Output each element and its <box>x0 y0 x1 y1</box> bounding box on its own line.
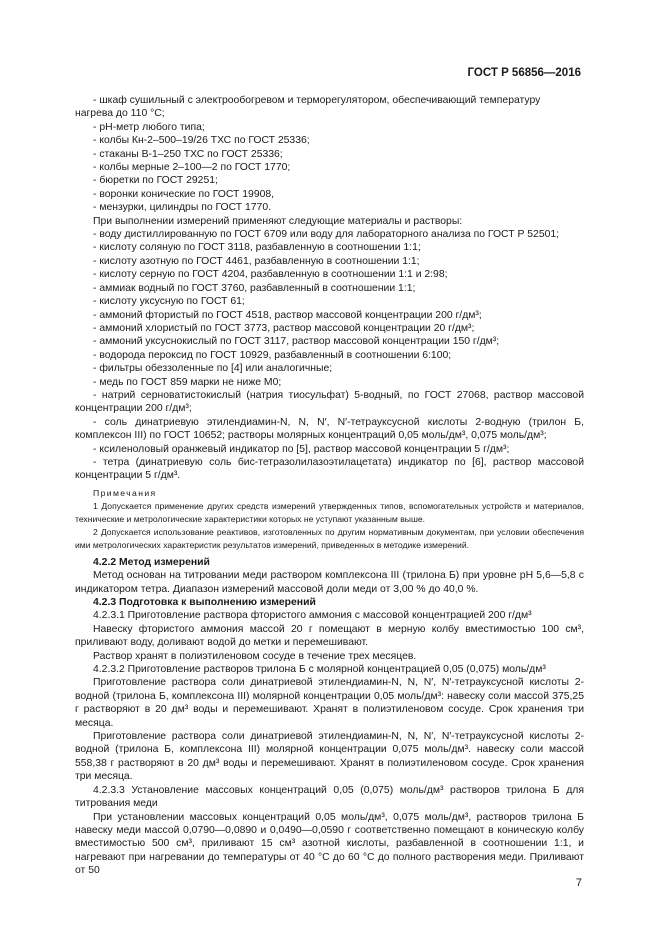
list-item: - медь по ГОСТ 859 марки не ниже М0; <box>93 376 282 388</box>
list-item: - ксиленоловый оранжевый индикатор по [5], раствор массовой концентрации 5 г/дм³; <box>93 443 510 455</box>
list-item: - аммоний фтористый по ГОСТ 4518, раствор массовой концентрации 200 г/дм³; <box>93 309 482 321</box>
section-number: 4.2.2 <box>93 556 117 568</box>
list-item: - соль динатриевую этилендиамин-N, N, N′, N′-тетрауксусной кислоты 2-водную (трилон Б, комплексон III) по ГОСТ 10652; растворы молярных концентраций 0,05 моль/дм³, 0,075 моль/дм³; <box>75 416 584 442</box>
list-item: - рН-метр любого типа; <box>93 121 205 133</box>
note-item: 1 Допускается применение других средств измерений утвержденных типов, вспомогательных устройств и материалов, технические и метрологические характеристики которых не уступают указанным выше. <box>75 500 584 524</box>
section-heading-4-2-2 <box>75 556 584 569</box>
list-item: - колбы мерные 2–100—2 по ГОСТ 1770; <box>93 162 291 174</box>
list-item: - аммиак водный по ГОСТ 3760, разбавленный в соотношении 1:1; <box>93 282 416 294</box>
list-item: - кислоту уксусную по ГОСТ 61; <box>93 296 245 308</box>
list-item: - тетра (динатриевую соль бис-тетразолилазоэтилацетата) индикатор по [6], раствор массовой концентрации 5 г/дм³. <box>75 456 584 482</box>
method-paragraph: Метод основан на титровании меди раствором комплексона III (трилона Б) при уровне pH 5,6—5,8 с индикатором тетра. Диапазон измерений массовой доли меди от 3,00 % до 40,0 %. <box>75 570 584 595</box>
list-item: - фильтры обеззоленные по [4] или аналогичные; <box>93 363 333 375</box>
subsection-4-2-3-1: 4.2.3.1 Приготовление раствора фтористого аммония с массовой концентрацией 200 г/дм³ <box>93 610 532 622</box>
subsection-4-2-3-2: 4.2.3.2 Приготовление растворов трилона Б с молярной концентрацией 0,05 (0,075) моль/дм³ <box>93 664 546 676</box>
list-item: - аммоний хлористый по ГОСТ 3773, раствор массовой концентрации 20 г/дм³; <box>93 322 475 334</box>
notes-block <box>75 487 584 552</box>
list-item: - бюретки по ГОСТ 29251; <box>93 175 218 187</box>
list-item: - водорода пероксид по ГОСТ 10929, разбавленный в соотношении 6:100; <box>93 349 452 361</box>
page-body <box>75 94 584 878</box>
list-item: - натрий серноватистокислый (натрия тиосульфат) 5-водный, по ГОСТ 27068, раствор массовой концентрации 200 г/дм³; <box>75 389 584 415</box>
note-item: 2 Допускается использование реактивов, изготовленных по другим нормативным документам, при условии обеспечения ими метрологических характеристик результатов измерений, приведенных в методике измерений. <box>75 526 584 550</box>
section-title: Метод измерений <box>119 556 210 568</box>
section-heading-4-2-3 <box>75 596 584 609</box>
list-item: - воду дистиллированную по ГОСТ 6709 или воду для лабораторного анализа по ГОСТ Р 52501; <box>93 229 560 241</box>
paragraph: Приготовление раствора соли динатриевой этилендиамин-N, N, N′, N′-тетрауксусной кислоты 2-водной (трилона Б, комплексона III) молярной концентрации 0,075 моль/дм³. навеску соли массой 558,38 г растворяют в 20 дм³ воды и перемешивают. Хранят в полиэтиленовом сосуде. Срок хранения три месяца. <box>75 731 584 783</box>
document-header: ГОСТ Р 56856—2016 <box>467 67 581 79</box>
list-item: - воронки конические по ГОСТ 19908, <box>93 188 275 200</box>
paragraph: Приготовление раствора соли динатриевой этилендиамин-N, N, N′, N′-тетрауксусной кислоты 2-водной (трилона Б, комплексона III) молярной концентрации 0,05 моль/дм³: навеску соли массой 375,25 г растворяют в 20 дм³ воды и перемешивают. Хранят в полиэтиленовом сосуде. Срок хранения три месяца. <box>75 677 584 729</box>
list-item: нагрева до 110 °С; <box>75 108 165 120</box>
materials-list <box>75 228 584 483</box>
section-title: Подготовка к выполнению измерений <box>119 597 316 608</box>
equipment-list <box>75 94 584 215</box>
subsection-4-2-3-3: 4.2.3.3 Установление массовых концентраций 0,05 (0,075) моль/дм³ растворов трилона Б для титрования меди <box>75 784 584 810</box>
list-item: - кислоту серную по ГОСТ 4204, разбавленную в соотношении 1:1 и 2:98; <box>93 269 448 281</box>
list-item: - шкаф сушильный с электрообогревом и терморегулятором, обеспечивающий температуру <box>93 95 541 106</box>
list-item: - мензурки, цилиндры по ГОСТ 1770. <box>93 202 272 214</box>
paragraph: При установлении массовых концентраций 0,05 моль/дм³, 0,075 моль/дм³, растворов трилона Б навеску меди массой 0,0790—0,0890 и 0,0490—0,0590 г соответственно помещают в коническую колбу вместимостью 500 см³, приливают 15 см³ азотной кислоты, разбавленной в соотношении 1:1, и нагревают при нагревании до температуры от 40 °С до 60 °С до полного растворения меди. Приливают от 50 <box>75 811 584 877</box>
paragraph: Раствор хранят в полиэтиленовом сосуде в течение трех месяцев. <box>93 650 417 662</box>
page-number: 7 <box>575 877 582 889</box>
list-item: - аммоний уксуснокислый по ГОСТ 3117, раствор массовой концентрации 150 г/дм³; <box>93 336 500 348</box>
list-item: - кислоту соляную по ГОСТ 3118, разбавленную в соотношении 1:1; <box>93 242 421 254</box>
list-item: - кислоту азотную по ГОСТ 4461, разбавленную в соотношении 1:1; <box>93 255 420 267</box>
notes-title: Примечания <box>93 487 157 498</box>
materials-intro: При выполнении измерений применяют следующие материалы и растворы: <box>93 215 463 227</box>
paragraph: Навеску фтористого аммония массой 20 г помещают в мерную колбу вместимостью 100 см³, приливают воду, доливают водой до метки и перемешивают. <box>75 623 584 649</box>
section-number: 4.2.3 <box>93 597 117 608</box>
list-item: - стаканы В-1–250 ТХС по ГОСТ 25336; <box>93 148 283 160</box>
list-item: - колбы Кн-2–500–19/26 ТХС по ГОСТ 25336; <box>93 135 310 147</box>
